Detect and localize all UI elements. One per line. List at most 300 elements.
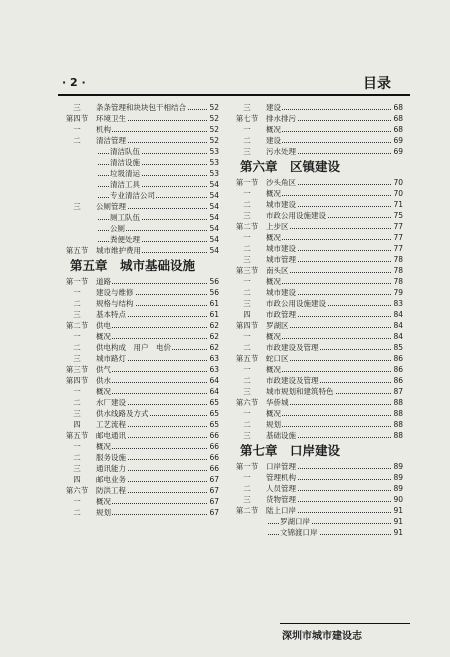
entry-title: 服务设施 [96, 453, 126, 462]
entry-title: 概况 [266, 233, 281, 242]
section-number: 四 [73, 475, 81, 484]
page-ref: 69 [391, 135, 403, 146]
page-ref: 53 [207, 157, 219, 168]
page-ref: 77 [391, 243, 403, 254]
entry-title: 口岸管理 [266, 462, 296, 471]
toc-entry [62, 190, 219, 201]
entry-title: 基础设施 [266, 431, 296, 440]
page-ref: 70 [391, 177, 403, 188]
entry-title: 供气 [96, 365, 111, 374]
entry-title: 垃圾清运 [110, 169, 140, 178]
section-number: 第五节 [65, 246, 89, 255]
toc-entry [232, 320, 403, 331]
toc-entry [62, 168, 219, 179]
section-number: 三 [243, 147, 251, 156]
section-number: 一 [243, 189, 251, 198]
toc-entry [62, 430, 219, 441]
toc-entry [232, 353, 403, 364]
entry-title: 人员管理 [266, 484, 296, 493]
page-ref: 69 [391, 146, 403, 157]
page-ref: 65 [207, 408, 219, 419]
entry-title: 城市建设 [266, 288, 296, 297]
toc-entry [232, 177, 403, 188]
section-number: 四 [243, 310, 251, 319]
toc-entry [62, 331, 219, 342]
section-number: 第一节 [235, 462, 259, 471]
toc-entry [232, 505, 403, 516]
toc-entry [232, 102, 403, 113]
toc-entry [62, 245, 219, 256]
toc-entry [62, 309, 219, 320]
section-number: 三 [73, 409, 81, 418]
section-number: 第三节 [65, 365, 89, 374]
section-number: 第三节 [235, 266, 259, 275]
section-number: 三 [243, 495, 251, 504]
entry-title: 上步区 [266, 222, 289, 231]
section-number: 一 [243, 277, 251, 286]
toc-entry [62, 353, 219, 364]
section-number: 一 [243, 233, 251, 242]
toc-entry [232, 287, 403, 298]
page-ref: 88 [391, 430, 403, 441]
page-ref: 63 [207, 364, 219, 375]
page-ref: 54 [207, 179, 219, 190]
page-ref: 54 [207, 234, 219, 245]
toc-entry [232, 461, 403, 472]
section-number: 二 [73, 453, 81, 462]
toc-entry [62, 157, 219, 168]
page-ref: 56 [207, 287, 219, 298]
page-ref: 89 [391, 483, 403, 494]
section-number: 第四节 [65, 376, 89, 385]
section-number: 第一节 [235, 178, 259, 187]
dot-leader [98, 338, 207, 339]
page-ref: 67 [207, 496, 219, 507]
section-number: 二 [243, 420, 251, 429]
toc-entry [62, 146, 219, 157]
section-number: 一 [73, 125, 81, 134]
page-ref: 89 [391, 472, 403, 483]
page-ref: 91 [391, 505, 403, 516]
section-number: 第六节 [235, 398, 259, 407]
page-ref: 56 [207, 276, 219, 287]
page-ref: 67 [207, 507, 219, 518]
section-number: 二 [243, 200, 251, 209]
entry-title: 水厂建设 [96, 398, 126, 407]
entry-title: 市政管理 [266, 310, 296, 319]
dot-leader [98, 382, 207, 383]
toc-entry [232, 364, 403, 375]
toc-entry [232, 419, 403, 430]
dot-leader [98, 503, 207, 504]
entry-title: 供电构成 用户 电价 [96, 343, 171, 352]
section-number: 三 [243, 431, 251, 440]
dot-leader [98, 514, 207, 515]
dot-leader [98, 371, 207, 372]
section-number: 一 [73, 442, 81, 451]
dot-leader [268, 131, 391, 132]
page-ref: 91 [391, 516, 403, 527]
toc-entry [232, 221, 403, 232]
page-ref: 66 [207, 452, 219, 463]
section-number: 第二节 [235, 506, 259, 515]
page-ref: 88 [391, 397, 403, 408]
toc-entry [62, 201, 219, 212]
page-ref: 77 [391, 221, 403, 232]
dot-leader [98, 448, 207, 449]
entry-title: 供水线路及方式 [96, 409, 149, 418]
section-number: 一 [73, 332, 81, 341]
toc-entry [232, 494, 403, 505]
entry-title: 概况 [96, 442, 111, 451]
page-ref: 61 [207, 309, 219, 320]
entry-title: 厕工队伍 [110, 213, 140, 222]
entry-title: 建设 [266, 136, 281, 145]
toc-entry [62, 287, 219, 298]
section-number: 三 [243, 103, 251, 112]
entry-title: 供水 [96, 376, 111, 385]
toc-entry [62, 375, 219, 386]
entry-title: 概况 [96, 387, 111, 396]
book-title-footer: 深圳市城市建设志 [282, 631, 362, 642]
toc-entry [232, 309, 403, 320]
page-ref: 52 [207, 113, 219, 124]
section-number: 一 [243, 365, 251, 374]
entry-title: 粪便处理 [110, 235, 140, 244]
toc-entry [62, 298, 219, 309]
toc-entry [62, 463, 219, 474]
page-ref: 68 [391, 102, 403, 113]
toc-entry [62, 102, 219, 113]
page-ref: 67 [207, 485, 219, 496]
page-ref: 85 [391, 342, 403, 353]
dot-leader [268, 109, 391, 110]
toc-entry [62, 397, 219, 408]
dot-leader [268, 426, 391, 427]
dot-leader [268, 415, 391, 416]
page-ref: 54 [207, 245, 219, 256]
toc-entry [232, 146, 403, 157]
chapter-heading: 第五章 城市基础设施 [70, 258, 196, 273]
section-number: 第五节 [65, 431, 89, 440]
entry-title: 基本特点 [96, 310, 126, 319]
toc-left-column [62, 102, 219, 518]
entry-title: 邮电通讯 [96, 431, 126, 440]
section-number: 二 [73, 398, 81, 407]
entry-title: 市政公用设施建设 [266, 211, 326, 220]
page-ref: 78 [391, 265, 403, 276]
section-number: 二 [73, 508, 81, 517]
toc-entry [232, 243, 403, 254]
section-number: 三 [243, 255, 251, 264]
entry-title: 罗湖口岸 [280, 517, 310, 526]
page-ref: 70 [391, 188, 403, 199]
entry-title: 华侨城 [266, 398, 289, 407]
section-number: 三 [243, 387, 251, 396]
page-ref: 75 [391, 210, 403, 221]
toc-entry [232, 199, 403, 210]
entry-title: 概况 [266, 189, 281, 198]
page-ref: 68 [391, 113, 403, 124]
page-ref: 86 [391, 353, 403, 364]
page-ref: 88 [391, 419, 403, 430]
entry-title: 规划 [266, 420, 281, 429]
entry-title: 市政公用设施建设 [266, 299, 326, 308]
entry-title: 市政建设及管理 [266, 376, 319, 385]
toc-entry [62, 320, 219, 331]
entry-title: 陆上口岸 [266, 506, 296, 515]
toc-entry [232, 386, 403, 397]
entry-title: 蛇口区 [266, 354, 289, 363]
toc-entry [232, 232, 403, 243]
entry-title: 清洁工具 [110, 180, 140, 189]
toc-entry [62, 496, 219, 507]
entry-title: 概况 [96, 332, 111, 341]
entry-title: 文锦渡口岸 [280, 528, 318, 537]
section-number: 一 [243, 473, 251, 482]
toc-entry [62, 276, 219, 287]
entry-title: 概况 [266, 365, 281, 374]
toc-entry [62, 452, 219, 463]
toc-entry [62, 507, 219, 518]
entry-title: 概况 [96, 497, 111, 506]
toc-entry [232, 483, 403, 494]
page-ref: 68 [391, 124, 403, 135]
section-number: 第四节 [65, 114, 89, 123]
toc-entry [62, 234, 219, 245]
page-ref: 53 [207, 146, 219, 157]
toc-entry [232, 527, 403, 538]
entry-title: 沙头角区 [266, 178, 296, 187]
toc-entry [62, 364, 219, 375]
toc-entry [62, 135, 219, 146]
entry-title: 道路 [96, 277, 111, 286]
dot-leader [268, 371, 391, 372]
page-ref: 62 [207, 320, 219, 331]
dot-leader [268, 239, 391, 240]
toc-entry [232, 331, 403, 342]
entry-title: 城市规划和建筑特色 [266, 387, 334, 396]
section-number: 二 [243, 136, 251, 145]
entry-title: 专业清洁公司 [110, 191, 155, 200]
page-ref: 64 [207, 375, 219, 386]
entry-title: 概况 [266, 409, 281, 418]
entry-title: 防洪工程 [96, 486, 126, 495]
toc-entry [232, 276, 403, 287]
toc-entry [232, 124, 403, 135]
section-number: 一 [243, 332, 251, 341]
toc-entry [62, 223, 219, 234]
entry-title: 环境卫生 [96, 114, 126, 123]
page-ref: 54 [207, 190, 219, 201]
section-number: 第七节 [235, 114, 259, 123]
toc-entry [232, 113, 403, 124]
section-number: 二 [73, 343, 81, 352]
section-number: 二 [243, 484, 251, 493]
page-ref: 84 [391, 331, 403, 342]
chapter-heading: 第六章 区镇建设 [240, 159, 341, 174]
page-ref: 64 [207, 386, 219, 397]
page-ref: 66 [207, 463, 219, 474]
toc-entry [62, 124, 219, 135]
entry-title: 通讯能力 [96, 464, 126, 473]
entry-title: 罗湖区 [266, 321, 289, 330]
dot-leader [98, 283, 207, 284]
page-ref: 52 [207, 102, 219, 113]
entry-title: 建设 [266, 103, 281, 112]
page-number: · 2 · [62, 76, 86, 89]
entry-title: 建设与维修 [96, 288, 134, 297]
page-ref: 65 [207, 419, 219, 430]
entry-title: 城市建设 [266, 200, 296, 209]
dot-leader [98, 327, 207, 328]
entry-title: 城市维护费用 [96, 246, 141, 255]
toc-entry [232, 375, 403, 386]
page-ref: 53 [207, 168, 219, 179]
chapter-heading: 第七章 口岸建设 [240, 443, 341, 458]
page-ref: 63 [207, 353, 219, 364]
page-ref: 54 [207, 212, 219, 223]
page-ref: 54 [207, 201, 219, 212]
section-number: 第五节 [235, 354, 259, 363]
toc-entry [62, 212, 219, 223]
page-ref: 61 [207, 298, 219, 309]
page-ref: 78 [391, 276, 403, 287]
section-number: 二 [73, 299, 81, 308]
section-number: 第一节 [65, 277, 89, 286]
entry-title: 城市建设 [266, 244, 296, 253]
toc-entry [232, 397, 403, 408]
page-ref: 71 [391, 199, 403, 210]
section-number: 一 [73, 497, 81, 506]
toc-entry [232, 408, 403, 419]
page-ref: 66 [207, 430, 219, 441]
entry-title: 概况 [266, 277, 281, 286]
toc-entry [232, 265, 403, 276]
section-number: 二 [243, 343, 251, 352]
entry-title: 机构 [96, 125, 111, 134]
page-ref: 89 [391, 461, 403, 472]
section-number: 二 [243, 376, 251, 385]
section-number: 三 [73, 310, 81, 319]
page-ref: 86 [391, 375, 403, 386]
toc-entry [62, 342, 219, 353]
page-ref: 78 [391, 254, 403, 265]
page-title: 目录 [363, 76, 391, 92]
dot-leader [98, 393, 207, 394]
toc-entry [232, 472, 403, 483]
section-number: 一 [243, 125, 251, 134]
page-ref: 91 [391, 527, 403, 538]
section-number: 二 [243, 244, 251, 253]
footer-rule [280, 623, 410, 624]
page-ref: 88 [391, 408, 403, 419]
section-number: 四 [73, 420, 81, 429]
page-ref: 52 [207, 124, 219, 135]
entry-title: 公厕 [110, 224, 125, 233]
section-number: 第二节 [235, 222, 259, 231]
section-number: 第六节 [65, 486, 89, 495]
entry-title: 邮电业务 [96, 475, 126, 484]
toc-entry [232, 516, 403, 527]
entry-title: 市政建设及管理 [266, 343, 319, 352]
entry-title: 城市管理 [266, 255, 296, 264]
section-number: 三 [73, 354, 81, 363]
entry-title: 清洁管理 [96, 136, 126, 145]
page-ref: 86 [391, 364, 403, 375]
entry-title: 规划 [96, 508, 111, 517]
toc-right-column [232, 102, 403, 538]
header-rule [58, 94, 410, 96]
entry-title: 工艺流程 [96, 420, 126, 429]
entry-title: 条条管理和块块包干相结合 [96, 103, 186, 112]
section-number: 第二节 [65, 321, 89, 330]
toc-entry [62, 474, 219, 485]
page-ref: 87 [391, 386, 403, 397]
toc-entry [232, 342, 403, 353]
page-ref: 65 [207, 397, 219, 408]
entry-title: 清洁队伍 [110, 147, 140, 156]
page-ref: 83 [391, 298, 403, 309]
entry-title: 概况 [266, 332, 281, 341]
toc-entry [62, 113, 219, 124]
page-ref: 62 [207, 342, 219, 353]
section-number: 三 [243, 211, 251, 220]
toc-entry [62, 485, 219, 496]
page-ref: 90 [391, 494, 403, 505]
dot-leader [98, 131, 207, 132]
section-number: 三 [73, 103, 81, 112]
section-number: 一 [73, 288, 81, 297]
entry-title: 城市路灯 [96, 354, 126, 363]
section-number: 一 [73, 387, 81, 396]
entry-title: 供电 [96, 321, 111, 330]
toc-entry [232, 135, 403, 146]
section-number: 三 [73, 202, 81, 211]
toc-entry [62, 386, 219, 397]
section-number: 第四节 [235, 321, 259, 330]
entry-title: 南头区 [266, 266, 289, 275]
toc-entry [232, 188, 403, 199]
dot-leader [268, 338, 391, 339]
entry-title: 排水排污 [266, 114, 296, 123]
page-ref: 62 [207, 331, 219, 342]
section-number: 一 [243, 409, 251, 418]
toc-entry [232, 430, 403, 441]
section-number: 二 [73, 136, 81, 145]
page-ref: 84 [391, 309, 403, 320]
toc-entry [232, 210, 403, 221]
page-ref: 54 [207, 223, 219, 234]
page-ref: 77 [391, 232, 403, 243]
entry-title: 规格与结构 [96, 299, 134, 308]
toc-entry [62, 179, 219, 190]
page-ref: 79 [391, 287, 403, 298]
entry-title: 清洁设施 [110, 158, 140, 167]
toc-entry [62, 408, 219, 419]
toc-entry [62, 441, 219, 452]
section-number: 三 [243, 299, 251, 308]
dot-leader [268, 142, 391, 143]
entry-title: 概况 [266, 125, 281, 134]
section-number: 二 [243, 288, 251, 297]
entry-title: 公厕管理 [96, 202, 126, 211]
toc-entry [232, 298, 403, 309]
page-ref: 67 [207, 474, 219, 485]
dot-leader [268, 195, 391, 196]
page-ref: 52 [207, 135, 219, 146]
page-ref: 66 [207, 441, 219, 452]
